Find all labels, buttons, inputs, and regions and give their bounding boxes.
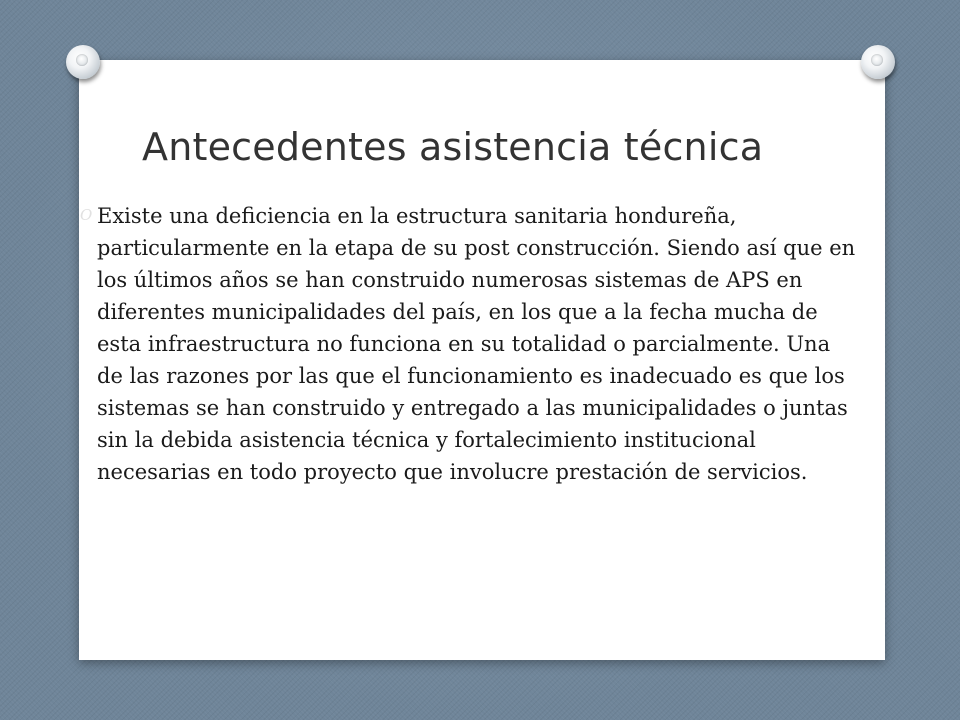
bullet-text: Existe una deficiencia en la estructura sanitaria hondureña, particularmente en la etapa de su post construcción. Siendo así que en los últimos años se han construido numerosas sistemas de APS en diferentes municipalidades del país, en los que a la fecha mucha de esta infraestructura no funciona en su totalidad o parcialmente. Una de las razones por las que el funcionamiento es inadecuado es que los sistemas se han construido y entregado a las municipalidades o juntas sin la debida asistencia técnica y fortalecimiento institucional necesarias en todo proyecto que involucre prestación de servicios. xyxy=(97,204,856,484)
slide-title: Antecedentes asistencia técnica xyxy=(142,125,764,169)
bullet-marker: O xyxy=(80,206,93,224)
pushpin-icon xyxy=(861,45,895,79)
pushpin-icon xyxy=(66,45,100,79)
